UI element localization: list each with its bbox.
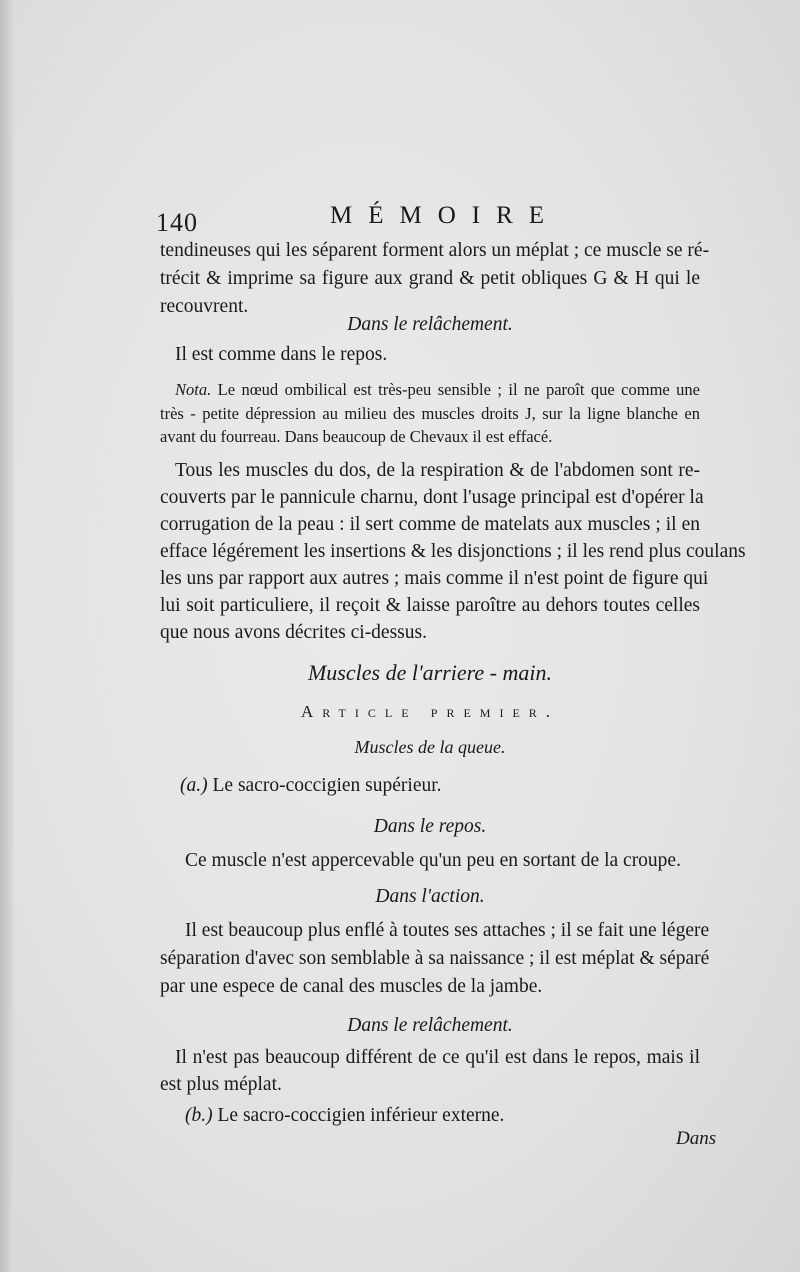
text-line: couverts par le pannicule charnu, dont l'usage principal est d'opérer la bbox=[160, 487, 704, 508]
item-b bbox=[185, 1105, 725, 1127]
text-line: efface légérement les insertions & les disjonctions ; il les rend plus coulans bbox=[160, 541, 746, 562]
text-line: séparation d'avec son semblable à sa naissance ; il est méplat & séparé bbox=[160, 948, 710, 969]
text-line: Tous les muscles du dos, de la respiration & de l'abdomen sont re- bbox=[175, 460, 700, 481]
item-marker: (b.) bbox=[185, 1105, 213, 1126]
text-line: Il est comme dans le repos. bbox=[175, 344, 388, 365]
text-line: les uns par rapport aux autres ; mais comme il n'est point de figure qui bbox=[160, 568, 709, 589]
running-title: MÉMOIRE bbox=[330, 202, 561, 229]
subheading-repos: Dans le repos. bbox=[373, 816, 487, 837]
nota-text: Le nœud ombilical est très-peu sensible ; il ne paroît que comme une bbox=[217, 380, 701, 399]
article-title: Article premier. bbox=[300, 702, 560, 721]
text-line: lui soit particuliere, il reçoit & laisse paroître au dehors toutes celles bbox=[160, 595, 700, 616]
text-line: trécit & imprime sa figure aux grand & petit obliques G & H qui le bbox=[160, 268, 700, 289]
item-text: Le sacro-coccigien supérieur. bbox=[212, 775, 442, 796]
page-number: 140 bbox=[156, 208, 198, 237]
item-text: Le sacro-coccigien inférieur externe. bbox=[217, 1105, 505, 1126]
catchword: Dans bbox=[676, 1128, 717, 1149]
text-line: est plus méplat. bbox=[160, 1074, 282, 1095]
subheading-relachement: Dans le relâchement. bbox=[347, 1015, 513, 1036]
nota-label: Nota. bbox=[175, 380, 212, 399]
nota-line: avant du fourreau. Dans beaucoup de Chevaux il est effacé. bbox=[160, 427, 553, 446]
subsection-title: Muscles de la queue. bbox=[354, 737, 506, 757]
text-line: corrugation de la peau : il sert comme de matelats aux muscles ; il en bbox=[160, 514, 700, 535]
text-line: recouvrent. bbox=[160, 296, 249, 317]
nota-line bbox=[175, 380, 700, 400]
subheading-action: Dans l'action. bbox=[375, 886, 485, 907]
subheading-relachement: Dans le relâchement. bbox=[347, 314, 513, 335]
section-title: Muscles de l'arriere - main. bbox=[307, 660, 552, 685]
text-line: Il est beaucoup plus enflé à toutes ses attaches ; il se fait une légere bbox=[185, 920, 710, 941]
text-line: tendineuses qui les séparent forment alors un méplat ; ce muscle se ré- bbox=[160, 240, 710, 261]
text-line: Il n'est pas beaucoup différent de ce qu'il est dans le repos, mais il bbox=[175, 1047, 700, 1068]
text-line: Ce muscle n'est appercevable qu'un peu en sortant de la croupe. bbox=[185, 850, 681, 871]
nota-line: très - petite dépression au milieu des muscles droits J, sur la ligne blanche en bbox=[160, 404, 700, 423]
item-a bbox=[180, 775, 720, 797]
text-line: que nous avons décrites ci-dessus. bbox=[160, 622, 427, 643]
page-gutter bbox=[0, 0, 14, 1272]
text-line: par une espece de canal des muscles de la jambe. bbox=[160, 976, 543, 997]
item-marker: (a.) bbox=[180, 775, 208, 796]
